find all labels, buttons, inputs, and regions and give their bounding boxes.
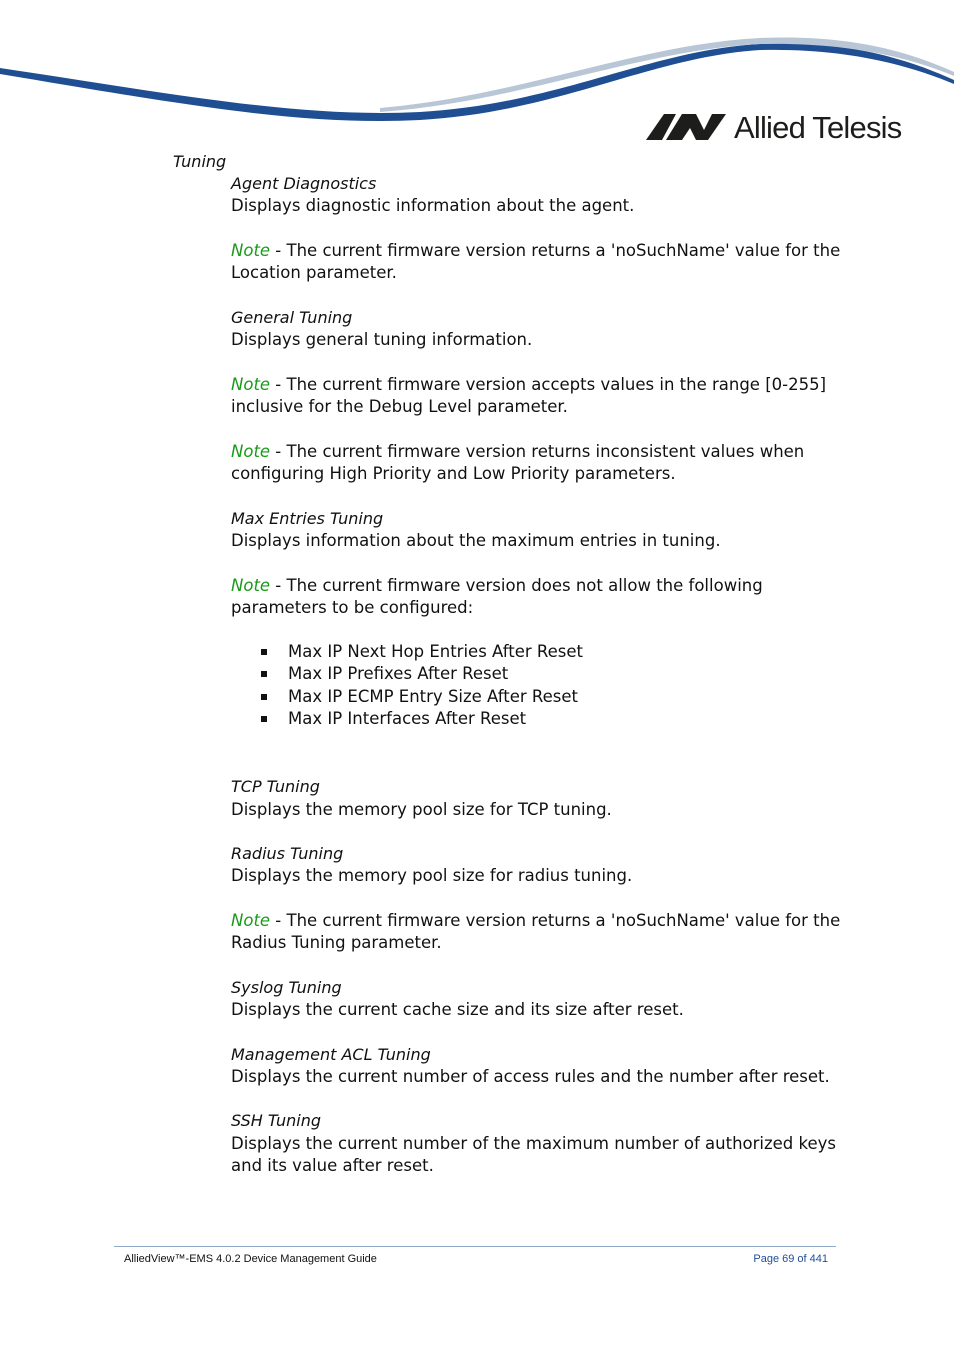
agent-diagnostics-note	[231, 240, 843, 285]
ssh-tuning-heading: SSH Tuning	[231, 1111, 322, 1130]
note-label: Note	[231, 576, 271, 595]
max-entries-list	[260, 641, 583, 731]
note-label: Note	[231, 442, 271, 461]
radius-tuning-note	[231, 910, 843, 955]
management-acl-tuning-desc: Displays the current number of access rules and the number after reset.	[231, 1067, 830, 1086]
footer-doc-title: AlliedView™-EMS 4.0.2 Device Management Guide	[124, 1253, 377, 1265]
list-item	[260, 686, 583, 708]
list-item	[260, 708, 583, 730]
tcp-tuning-heading: TCP Tuning	[231, 777, 320, 796]
section-title: Tuning	[173, 152, 227, 171]
list-item-text: Max IP ECMP Entry Size After Reset	[288, 686, 579, 706]
radius-tuning-desc: Displays the memory pool size for radius tuning.	[231, 866, 633, 885]
note-text: - The current firmware version returns a 'noSuchName' value for the Location parameter.	[231, 241, 841, 283]
agent-diagnostics-heading: Agent Diagnostics	[231, 174, 377, 193]
logo-text: Allied Telesis	[734, 110, 902, 145]
max-entries-note	[231, 575, 843, 620]
bullet-icon	[261, 671, 267, 677]
general-tuning-note-2	[231, 441, 843, 486]
note-label: Note	[231, 375, 271, 394]
syslog-tuning-heading: Syslog Tuning	[231, 978, 342, 997]
list-item	[260, 641, 583, 663]
radius-tuning-heading: Radius Tuning	[231, 844, 344, 863]
allied-telesis-logo	[646, 108, 906, 148]
footer-page-number: Page 69 of 441	[753, 1253, 828, 1265]
general-tuning-note-1	[231, 374, 843, 419]
max-entries-heading: Max Entries Tuning	[231, 509, 384, 528]
bullet-icon	[261, 694, 267, 700]
general-tuning-desc: Displays general tuning information.	[231, 330, 533, 349]
management-acl-tuning-heading: Management ACL Tuning	[231, 1045, 431, 1064]
tcp-tuning-desc: Displays the memory pool size for TCP tuning.	[231, 800, 612, 819]
general-tuning-heading: General Tuning	[231, 308, 353, 327]
agent-diagnostics-desc: Displays diagnostic information about the agent.	[231, 196, 635, 215]
list-item-text: Max IP Interfaces After Reset	[288, 709, 527, 729]
bullet-icon	[261, 649, 267, 655]
note-text: - The current firmware version returns inconsistent values when configuring High Priority and Low Priority parameters.	[231, 442, 805, 484]
bullet-icon	[261, 716, 267, 722]
footer-divider	[114, 1246, 836, 1247]
list-item-text: Max IP Next Hop Entries After Reset	[288, 642, 583, 661]
ssh-tuning-desc: Displays the current number of the maximum number of authorized keys and its value after reset.	[231, 1134, 837, 1176]
note-text: - The current firmware version does not allow the following parameters to be configured:	[231, 576, 763, 618]
list-item-text: Max IP Prefixes After Reset	[288, 664, 509, 684]
note-text: - The current firmware version returns a 'noSuchName' value for the Radius Tuning parameter.	[231, 911, 841, 953]
note-text: - The current firmware version accepts values in the range [0-255] inclusive for the Debug Level parameter.	[231, 375, 827, 417]
logo-mark-icon	[646, 114, 728, 140]
list-item	[260, 663, 583, 685]
note-label: Note	[231, 241, 271, 260]
syslog-tuning-desc: Displays the current cache size and its size after reset.	[231, 1000, 684, 1019]
note-label: Note	[231, 911, 271, 930]
max-entries-desc: Displays information about the maximum entries in tuning.	[231, 531, 721, 550]
